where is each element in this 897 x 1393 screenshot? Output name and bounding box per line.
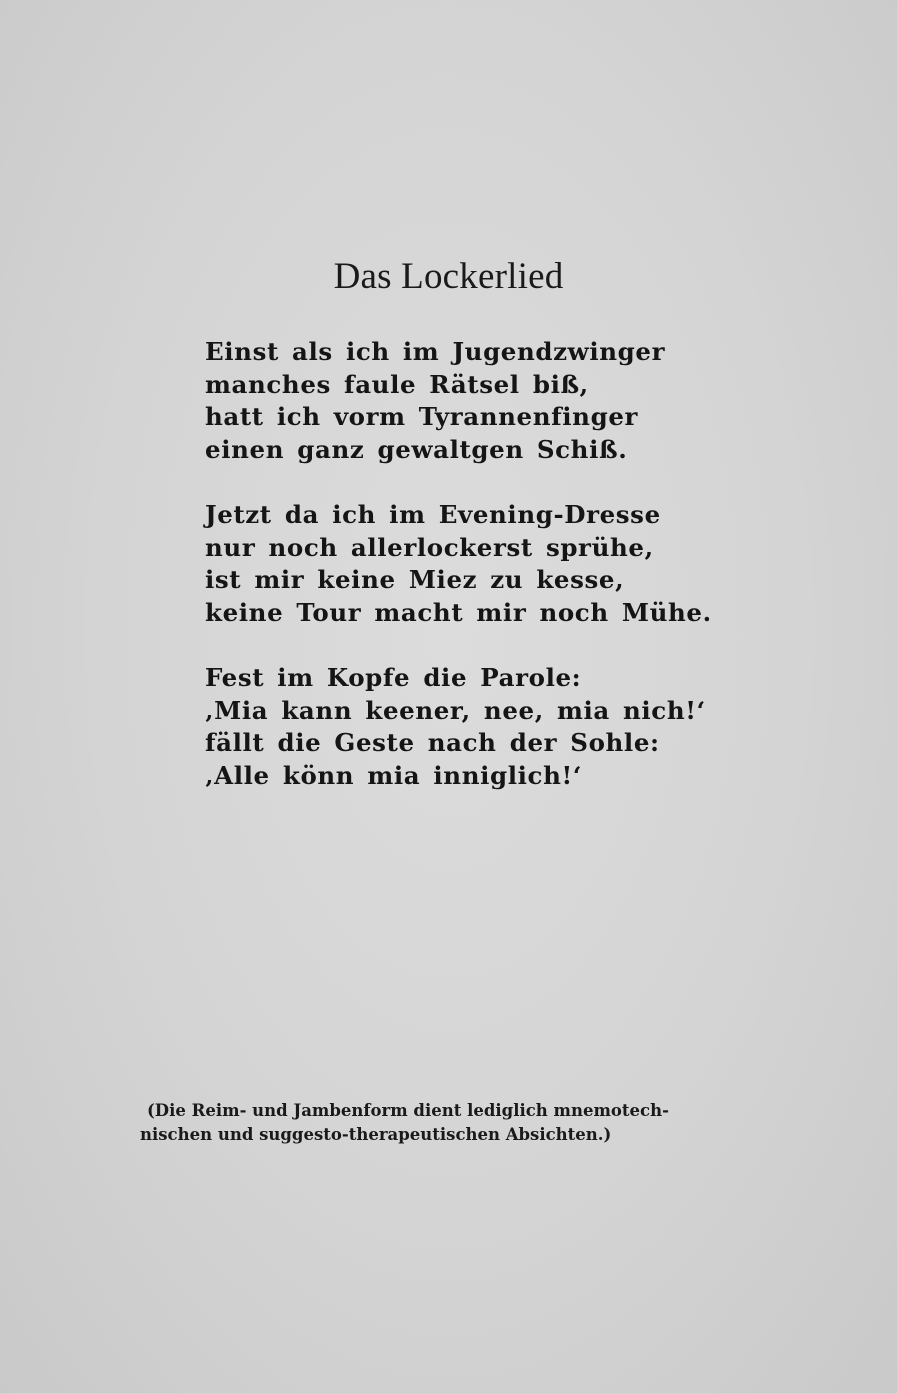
verse-line: keine Tour macht mir noch Mühe. (205, 597, 712, 627)
verse-line: nur noch allerlockerst sprühe, (205, 532, 654, 562)
verse-line: fällt die Geste nach der Sohle: (205, 728, 660, 757)
footnote-line: (Die Reim- und Jambenform dient lediglich mnemotech- (147, 1101, 669, 1120)
verse-line: Einst als ich im Jugendzwinger (205, 337, 666, 366)
verse-line: manches faule Rätsel biß, (205, 369, 589, 399)
verse-line: einen ganz gewaltgen Schiß. (205, 434, 628, 464)
verse-line: ist mir keine Miez zu kesse, (205, 565, 625, 594)
stanza-1 (205, 336, 665, 466)
stanza-2 (205, 499, 712, 629)
verse-line: ‚Alle könn mia inniglich!‘ (205, 760, 582, 790)
stanza-3 (205, 662, 706, 792)
footnote (140, 1099, 740, 1147)
verse-line: ‚Mia kann keener, nee, mia nich!‘ (205, 695, 706, 725)
footnote-line: nischen und suggesto-therapeutischen Absichten.) (140, 1125, 612, 1144)
verse-line: Jetzt da ich im Evening-Dresse (205, 500, 661, 529)
poem-title: Das Lockerlied (333, 256, 564, 297)
verse-line: hatt ich vorm Tyrannenfinger (205, 402, 639, 431)
verse-line: Fest im Kopfe die Parole: (205, 663, 582, 692)
